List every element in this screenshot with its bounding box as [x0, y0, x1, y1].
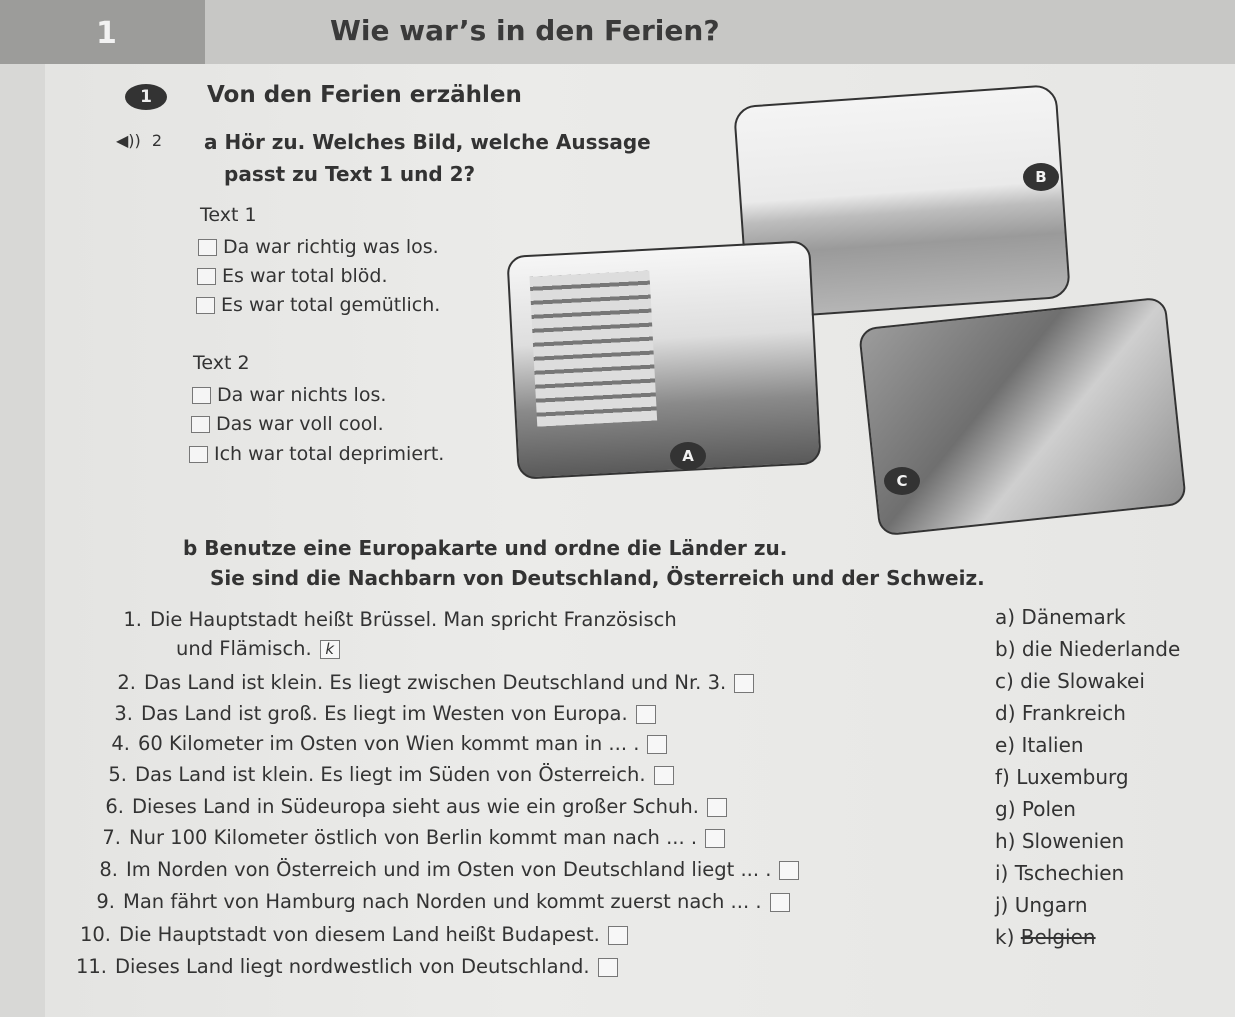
option-label: Ich war total deprimiert. — [214, 443, 445, 465]
photo-label-a: A — [670, 442, 706, 470]
text2-option[interactable] — [191, 413, 384, 435]
question-number: 5. — [108, 763, 127, 786]
answer-box[interactable] — [705, 829, 725, 848]
instruction-a — [204, 126, 651, 190]
photo-hotel — [506, 240, 821, 480]
instruction-b-line1: b Benutze eine Europakarte und ordne die Länder zu. — [183, 536, 788, 560]
question-row — [83, 890, 790, 913]
question-text: Dieses Land liegt nordwestlich von Deutschland. — [115, 955, 590, 978]
checkbox[interactable] — [189, 446, 208, 463]
question-text: 60 Kilometer im Osten von Wien kommt man in ... . — [138, 732, 640, 755]
instruction-a-line1: a Hör zu. Welches Bild, welche Aussage — [204, 130, 651, 154]
unit-box — [0, 0, 205, 64]
question-row — [110, 608, 677, 631]
question-row — [86, 858, 799, 881]
question-text: Nur 100 Kilometer östlich von Berlin kommt man nach ... . — [129, 826, 698, 849]
checkbox[interactable] — [192, 387, 211, 404]
question-text: Das Land ist klein. Es liegt im Süden von Österreich. — [135, 763, 646, 786]
option-label: Das war voll cool. — [216, 413, 384, 435]
question-number: 8. — [99, 858, 118, 881]
audio-track-number: 2 — [151, 131, 163, 150]
question-text: Dieses Land in Südeuropa sieht aus wie ein großer Schuh. — [132, 795, 699, 818]
answer-box[interactable] — [636, 705, 656, 724]
question-number: 6. — [105, 795, 124, 818]
question-text: Die Hauptstadt heißt Brüssel. Man spricht Französisch — [150, 608, 677, 631]
question-row — [101, 702, 656, 725]
text2-heading: Text 2 — [193, 352, 250, 374]
instruction-b-line2: Sie sind die Nachbarn von Deutschland, Österreich und der Schweiz. — [210, 566, 985, 590]
checkbox[interactable] — [196, 297, 215, 314]
photo-label-c: C — [884, 467, 920, 495]
question-number: 7. — [102, 826, 121, 849]
country-option — [995, 925, 1096, 949]
answer-box[interactable] — [654, 766, 674, 785]
option-label: Da war richtig was los. — [223, 236, 439, 258]
option-label: Es war total gemütlich. — [221, 294, 441, 316]
text1-option[interactable] — [198, 236, 439, 258]
text1-heading: Text 1 — [200, 204, 257, 226]
option-label: Da war nichts los. — [217, 384, 387, 406]
question-row — [79, 923, 628, 946]
country-option: a) Dänemark — [995, 605, 1126, 629]
question-continuation — [176, 637, 340, 660]
exercise-number-badge: 1 — [125, 84, 167, 110]
chapter-title: Wie war’s in den Ferien? — [330, 14, 720, 47]
answer-box[interactable] — [647, 735, 667, 754]
question-text: Das Land ist groß. Es liegt im Westen von Europa. — [141, 702, 628, 725]
text2-option[interactable] — [189, 443, 444, 465]
answer-box[interactable] — [770, 893, 790, 912]
chapter-header — [0, 0, 1235, 64]
country-option: g) Polen — [995, 797, 1076, 821]
question-text: Im Norden von Österreich und im Osten von Deutschland liegt ... . — [126, 858, 772, 881]
instruction-a-line2: passt zu Text 1 und 2? — [224, 162, 476, 186]
answer-box[interactable] — [707, 798, 727, 817]
checkbox[interactable] — [191, 416, 210, 433]
answer-box[interactable] — [779, 861, 799, 880]
question-number: 10. — [79, 923, 111, 946]
question-row — [89, 826, 725, 849]
question-text: und Flämisch. — [176, 637, 312, 660]
question-row — [95, 763, 674, 786]
question-number: 9. — [96, 890, 115, 913]
country-option: b) die Niederlande — [995, 637, 1181, 661]
question-text: Man fährt von Hamburg nach Norden und kommt zuerst nach ... . — [123, 890, 762, 913]
country-option: e) Italien — [995, 733, 1084, 757]
question-text: Die Hauptstadt von diesem Land heißt Budapest. — [119, 923, 600, 946]
question-number: 1. — [123, 608, 142, 631]
country-option: h) Slowenien — [995, 829, 1125, 853]
country-option: j) Ungarn — [995, 893, 1088, 917]
instruction-b — [183, 533, 985, 593]
answer-box[interactable] — [608, 926, 628, 945]
photo-friends — [858, 296, 1187, 536]
building-shape — [529, 271, 657, 427]
text2-option[interactable] — [192, 384, 386, 406]
question-row — [104, 671, 754, 694]
country-option: i) Tschechien — [995, 861, 1125, 885]
country-option: d) Frankreich — [995, 701, 1126, 725]
question-text: Das Land ist klein. Es liegt zwischen Deutschland und Nr. 3. — [144, 671, 727, 694]
audio-track — [116, 131, 162, 150]
country-option: f) Luxemburg — [995, 765, 1129, 789]
answer-box[interactable] — [598, 958, 618, 977]
text1-option[interactable] — [197, 265, 388, 287]
question-row — [98, 732, 667, 755]
question-row — [92, 795, 727, 818]
question-row — [75, 955, 618, 978]
speaker-icon: ◀)) — [116, 131, 141, 150]
country-option: c) die Slowakei — [995, 669, 1145, 693]
question-number: 4. — [111, 732, 130, 755]
section-title: Von den Ferien erzählen — [207, 82, 522, 108]
checkbox[interactable] — [198, 239, 217, 256]
question-number: 3. — [114, 702, 133, 725]
country-name-crossed: Belgien — [1020, 925, 1096, 949]
photo-label-b: B — [1023, 163, 1059, 191]
checkbox[interactable] — [197, 268, 216, 285]
text1-option[interactable] — [196, 294, 440, 316]
unit-number: 1 — [96, 16, 117, 51]
answer-box[interactable]: k — [320, 640, 340, 659]
question-number: 2. — [117, 671, 136, 694]
country-letter: k) — [995, 925, 1015, 949]
answer-box[interactable] — [734, 674, 754, 693]
option-label: Es war total blöd. — [222, 265, 388, 287]
question-number: 11. — [75, 955, 107, 978]
